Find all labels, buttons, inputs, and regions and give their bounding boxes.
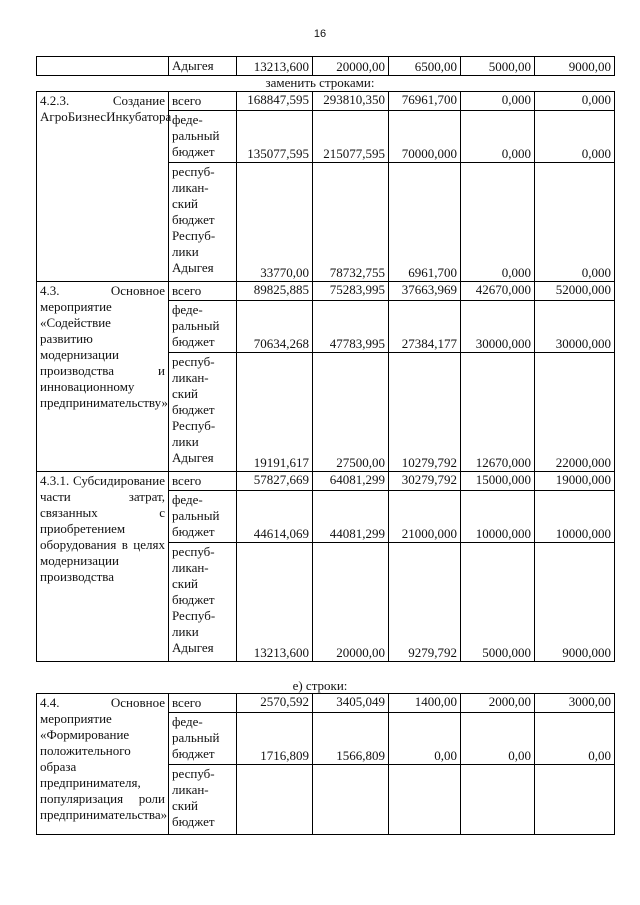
value-cell: 9000,00 <box>535 57 615 76</box>
funding-source: всего <box>169 282 237 301</box>
value-cell: 78732,755 <box>313 163 389 282</box>
value-cell: 215077,595 <box>313 111 389 163</box>
value-cell: 30000,000 <box>535 301 615 353</box>
budget-table-top <box>36 56 615 76</box>
value-cell: 3000,00 <box>535 694 615 713</box>
value-cell: 70634,268 <box>237 301 313 353</box>
value-cell: 6961,700 <box>389 163 461 282</box>
measure-description: 4.3.1. Субсидирование части затрат, связанных с приобретением оборудования в целях модернизации производства <box>37 472 169 662</box>
value-cell: 0,000 <box>535 92 615 111</box>
value-cell: 76961,700 <box>389 92 461 111</box>
value-cell: 0,00 <box>461 713 535 765</box>
value-cell: 64081,299 <box>313 472 389 491</box>
value-cell: 33770,00 <box>237 163 313 282</box>
funding-source: всего <box>169 694 237 713</box>
value-cell: 12670,000 <box>461 353 535 472</box>
value-cell: 10279,792 <box>389 353 461 472</box>
funding-source: всего <box>169 92 237 111</box>
value-cell: 21000,000 <box>389 491 461 543</box>
table-row <box>37 57 615 76</box>
funding-source: респуб-ликан-ский бюджет Респуб-лики Адыгея <box>169 353 237 472</box>
value-cell: 44614,069 <box>237 491 313 543</box>
value-cell: 20000,00 <box>313 543 389 662</box>
value-cell: 168847,595 <box>237 92 313 111</box>
value-cell: 0,000 <box>535 111 615 163</box>
table-row <box>37 694 615 713</box>
value-cell: 70000,000 <box>389 111 461 163</box>
table-row <box>37 92 615 111</box>
value-cell: 15000,000 <box>461 472 535 491</box>
measure-description: 4.3. Основное мероприятие «Содействие развитию модернизации производства и инновационному предпринимательству» <box>37 282 169 472</box>
source-cell: Адыгея <box>169 57 237 76</box>
empty-cell <box>37 57 169 76</box>
value-cell <box>389 765 461 835</box>
value-cell: 9279,792 <box>389 543 461 662</box>
value-cell <box>313 765 389 835</box>
funding-source: всего <box>169 472 237 491</box>
funding-source: респуб-ликан-ский бюджет Респуб-лики Адыгея <box>169 163 237 282</box>
funding-source: респуб-ликан-ский бюджет Респуб-лики Адыгея <box>169 543 237 662</box>
value-cell <box>535 765 615 835</box>
value-cell: 9000,000 <box>535 543 615 662</box>
funding-source: феде-ральный бюджет <box>169 301 237 353</box>
value-cell: 27384,177 <box>389 301 461 353</box>
budget-table-lines <box>36 693 615 835</box>
measure-description: 4.4. Основное мероприятие «Формирование положительного образа предпринимателя, популяризация роли предпринимательства» <box>37 694 169 835</box>
funding-source: респуб-ликан-ский бюджет <box>169 765 237 835</box>
budget-table-replacement <box>36 91 615 662</box>
value-cell: 13213,600 <box>237 57 313 76</box>
page-number: 16 <box>313 28 327 40</box>
value-cell: 0,00 <box>389 713 461 765</box>
value-cell: 37663,969 <box>389 282 461 301</box>
value-cell: 10000,000 <box>535 491 615 543</box>
value-cell: 5000,00 <box>461 57 535 76</box>
value-cell: 293810,350 <box>313 92 389 111</box>
value-cell: 0,00 <box>535 713 615 765</box>
replace-note: заменить строками: <box>265 75 375 90</box>
value-cell: 19191,617 <box>237 353 313 472</box>
value-cell: 75283,995 <box>313 282 389 301</box>
value-cell: 89825,885 <box>237 282 313 301</box>
value-cell: 1400,00 <box>389 694 461 713</box>
funding-source: феде-ральный бюджет <box>169 491 237 543</box>
value-cell: 30000,000 <box>461 301 535 353</box>
value-cell: 6500,00 <box>389 57 461 76</box>
funding-source: феде-ральный бюджет <box>169 713 237 765</box>
table-row <box>37 472 615 491</box>
value-cell: 2000,00 <box>461 694 535 713</box>
value-cell: 19000,000 <box>535 472 615 491</box>
value-cell: 42670,000 <box>461 282 535 301</box>
value-cell: 1716,809 <box>237 713 313 765</box>
value-cell <box>461 765 535 835</box>
value-cell <box>237 765 313 835</box>
value-cell: 0,000 <box>461 92 535 111</box>
value-cell: 20000,00 <box>313 57 389 76</box>
lines-note: е) строки: <box>292 678 348 693</box>
funding-source: феде-ральный бюджет <box>169 111 237 163</box>
value-cell: 5000,000 <box>461 543 535 662</box>
value-cell: 52000,000 <box>535 282 615 301</box>
value-cell: 44081,299 <box>313 491 389 543</box>
value-cell: 47783,995 <box>313 301 389 353</box>
value-cell: 13213,600 <box>237 543 313 662</box>
value-cell: 27500,00 <box>313 353 389 472</box>
value-cell: 135077,595 <box>237 111 313 163</box>
value-cell: 1566,809 <box>313 713 389 765</box>
value-cell: 0,000 <box>461 111 535 163</box>
value-cell: 22000,000 <box>535 353 615 472</box>
value-cell: 3405,049 <box>313 694 389 713</box>
table-row <box>37 282 615 301</box>
value-cell: 30279,792 <box>389 472 461 491</box>
value-cell: 0,000 <box>535 163 615 282</box>
value-cell: 2570,592 <box>237 694 313 713</box>
value-cell: 57827,669 <box>237 472 313 491</box>
measure-description: 4.2.3. Создание АгроБизнесИнкубатора <box>37 92 169 282</box>
value-cell: 0,000 <box>461 163 535 282</box>
value-cell: 10000,000 <box>461 491 535 543</box>
